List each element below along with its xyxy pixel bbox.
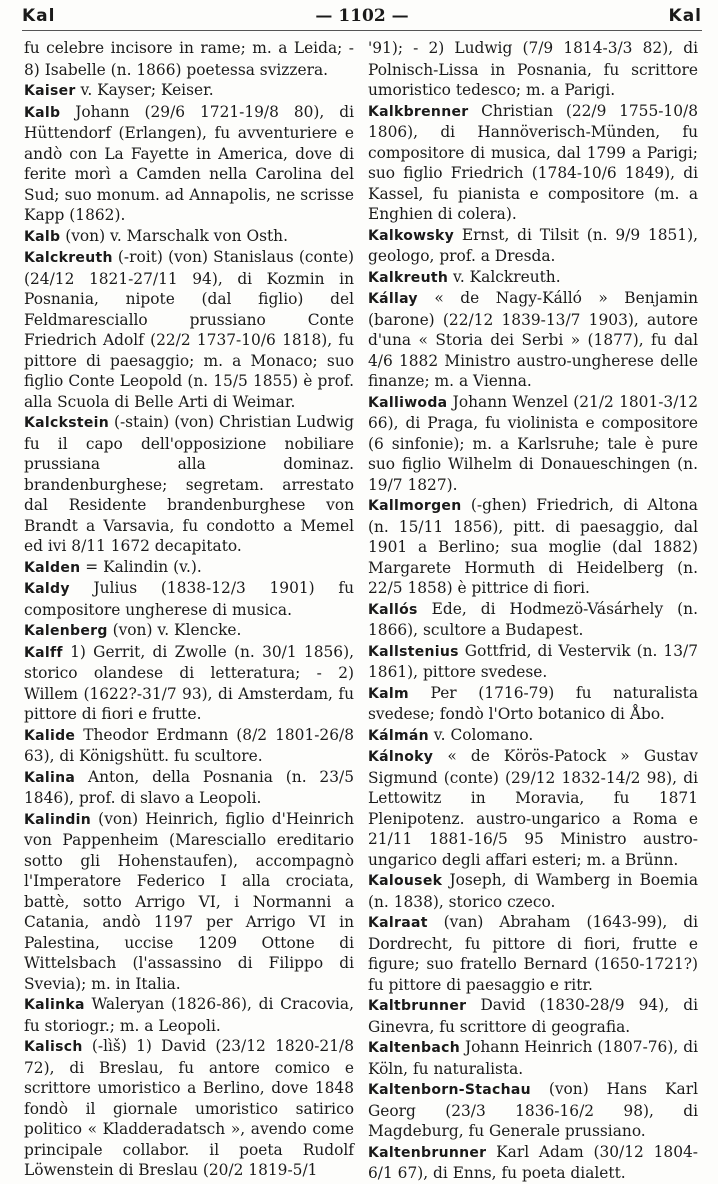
entry-text: v. Kayser; Keiser. bbox=[75, 81, 214, 99]
entry bbox=[24, 620, 354, 642]
entry-headword: Kalckstein bbox=[24, 415, 109, 431]
entry-headword: Kalckreuth bbox=[24, 250, 113, 266]
entry-text: (-lìš) 1) David (23/12 1820-21/8 72), di Breslau, fu antore comico e scrittore umoristico a Berlino, dove 1848 fondò il giornale umoristico satirico politico « Kladderadatsch », avendo come principale collabor. il poeta Rudolf Löwenstein di Breslau (20/2 1819-5/1 bbox=[24, 1037, 354, 1179]
entry-headword: Kalenberg bbox=[24, 623, 108, 639]
entry-headword: Kalm bbox=[368, 685, 409, 702]
entry bbox=[24, 102, 354, 226]
entry-text: « de Nagy-Kálló » Benjamin (barone) (22/12 1839-13/7 1903), autore d'una « Storia dei Serbi » (1877), fu dal 4/6 1882 Ministro austro-ungherese delle finanze; m. a Vienna. bbox=[368, 289, 698, 390]
entry bbox=[368, 1037, 698, 1079]
entry bbox=[24, 247, 354, 412]
entry bbox=[24, 725, 354, 767]
entry-headword: Kálnoky bbox=[368, 749, 434, 765]
entry-headword: Kalisch bbox=[24, 1039, 83, 1055]
entry-headword: Kallós bbox=[368, 601, 418, 618]
entry bbox=[368, 995, 698, 1037]
entry bbox=[368, 495, 698, 599]
entry bbox=[368, 288, 698, 392]
entry-headword: Kállay bbox=[368, 291, 418, 307]
running-head-right: Kal bbox=[668, 6, 702, 26]
entry bbox=[368, 38, 698, 101]
entry-text: (-stain) (von) Christian Ludwig fu il capo dell'opposizione nobiliare prussiana alla dominaz. brandenburghese; segretam. arrestato dal Residente brandenburghese von Brandt a Varsavia, fu condotto a Memel ed ivi 8/11 1672 decapitato. bbox=[24, 413, 354, 555]
entry bbox=[24, 1036, 354, 1181]
entry-text: Christian (22/9 1755-10/8 1806), di Hannöverisch-Münden, fu compositore di musica, dal 1799 a Parigi; suo figlio Friedrich (1784-10/6 1849), di Kassel, fu pianista e compositore (m. a Enghien di colera). bbox=[368, 101, 698, 223]
entry bbox=[368, 870, 698, 912]
entry-text: Waleryan (1826-86), di Cracovia, fu storiogr.; m. a Leopoli. bbox=[24, 995, 354, 1035]
entry bbox=[368, 746, 698, 870]
entry-headword: Kaltbrunner bbox=[368, 998, 467, 1014]
entry bbox=[368, 725, 698, 747]
entry-text: (van) Abraham (1643-99), di Dordrecht, fu pittore di fiori, frutte e figure; suo fratello Bernard (1650-1721?) fu pittore di paesaggio e ritr. bbox=[368, 913, 698, 994]
entry bbox=[368, 599, 698, 641]
entry-text: Per (1716-79) fu naturalista svedese; fondò l'Orto botanico di Åbo. bbox=[368, 683, 698, 723]
entry-headword: Kaldy bbox=[24, 581, 70, 597]
entry-text: v. Colomano. bbox=[428, 725, 534, 744]
entry bbox=[24, 809, 354, 995]
entry bbox=[24, 557, 354, 579]
entry-headword: Kalide bbox=[24, 727, 76, 744]
entry-text: Anton, della Posnania (n. 23/5 1846), prof. di slavo a Leopoli. bbox=[24, 767, 354, 807]
entry-headword: Kalinka bbox=[24, 997, 85, 1013]
entry-headword: Kalden bbox=[24, 559, 81, 576]
entry-headword: Kaltenbach bbox=[368, 1040, 460, 1056]
running-head-left: Kal bbox=[22, 6, 56, 26]
page-number: — 1102 — bbox=[315, 6, 409, 26]
entry-headword: Kaltenbrunner bbox=[368, 1144, 487, 1161]
entry bbox=[368, 683, 698, 725]
entry bbox=[24, 578, 354, 620]
entry bbox=[24, 767, 354, 809]
entry-text: (von) Hans Karl Georg (23/3 1836-16/2 98), di Magdeburg, fu Generale prussiano. bbox=[368, 1080, 698, 1140]
entry-text: fu celebre incisore in rame; m. a Leida; - 8) Isabelle (n. 1866) poetessa svizzera. bbox=[24, 39, 354, 79]
entry bbox=[24, 642, 354, 725]
entry-text: Johann Wenzel (21/2 1801-3/12 66), di Praga, fu violinista e compositore (6 sinfonie); m. a Karlsruhe; tale è pure suo figlio Wilhelm di Donaueschingen (n. 19/7 1827). bbox=[368, 392, 698, 494]
entry-text: Johann (29/6 1721-19/8 80), di Hüttendorf (Erlangen), fu avventuriere e andò con La Fayette in America, dove di ferite morì a Camden nella Carolina del Sud; suo monum. ad Annapolis, ne scrisse Kapp (1862). bbox=[24, 102, 354, 224]
entry-headword: Kalindin bbox=[24, 811, 92, 828]
entry-text: « de Körös-Patock » Gustav Sigmund (conte) (29/12 1832-14/2 98), di Lettowitz in Moravia, fu 1871 Plenipotenz. austro-ungarico a Roma e 21/11 1881-16/5 95 Ministro austro-ungarico degli affari esteri; m. a Brünn. bbox=[368, 747, 698, 869]
entry-text: Gottfrid, di Vestervik (n. 13/7 1861), pittore svedese. bbox=[368, 641, 698, 681]
entry-text: Karl Adam (30/12 1804-6/1 67), di Enns, fu poeta dialett. bbox=[368, 1142, 698, 1182]
entry-text: Julius (1838-12/3 1901) fu compositore ungherese di musica. bbox=[24, 579, 354, 619]
entry-headword: Kaiser bbox=[24, 83, 76, 99]
entry-headword: Kalkowsky bbox=[368, 227, 455, 244]
entry-headword: Kalkbrenner bbox=[368, 103, 469, 120]
entry-headword: Kalliwoda bbox=[368, 394, 448, 411]
entry-text: (von) v. Marschalk von Osth. bbox=[60, 226, 288, 245]
entry-headword: Kalousek bbox=[368, 873, 443, 889]
entry-text: Ede, di Hodmezö-Vásárhely (n. 1866), scultore a Budapest. bbox=[368, 599, 698, 639]
left-column bbox=[24, 38, 354, 1181]
entry-headword: Kaltenborn-Stachau bbox=[368, 1082, 531, 1098]
entry bbox=[24, 994, 354, 1036]
entry-headword: Kálmán bbox=[368, 727, 429, 744]
entry-text: (-ghen) Friedrich, di Altona (n. 15/11 1856), pitt. di paesaggio, dal 1901 a Berlino; sua moglie (dal 1882) Margarete Hormuth di Heidelberg (n. 22/5 1858) è pittrice di fiori. bbox=[368, 496, 698, 597]
entry-text: 1) Gerrit, di Zwolle (n. 30/1 1856), storico olandese di letteratura; - 2) Willem (1622?-31/7 93), di Amsterdam, fu pittore di fiori e frutte. bbox=[24, 642, 354, 723]
entry-headword: Kalkreuth bbox=[368, 269, 449, 286]
entry bbox=[368, 392, 698, 496]
page-header bbox=[22, 4, 702, 28]
entry-headword: Kalb bbox=[24, 104, 61, 121]
entry-headword: Kalb bbox=[24, 228, 61, 245]
entry-text: Theodor Erdmann (8/2 1801-26/8 63), di Königshütt. fu scultore. bbox=[24, 725, 354, 765]
entry-text: = Kalindin (v.). bbox=[80, 557, 202, 576]
entry bbox=[368, 1079, 698, 1142]
entry-text: (von) v. Klencke. bbox=[107, 621, 242, 639]
entry-text: Joseph, di Wamberg in Boemia (n. 1838), storico czeco. bbox=[368, 871, 698, 911]
entry-text: (von) Heinrich, figlio d'Heinrich von Pappenheim (Maresciallo ereditario sotto gli Hohenstaufen), accompagnò l'Imperatore Federico I alla crociata, battè, sotto Arrigo VI, i Normanni a Catania, andò 1197 per Arrigo VI in Palestina, uccise 1209 Ottone di Wittelsbach (l'assassino di Filippo di Svevia); m. in Italia. bbox=[24, 809, 354, 993]
entry bbox=[368, 225, 698, 267]
entry-headword: Kalraat bbox=[368, 915, 428, 931]
right-column bbox=[368, 38, 698, 1184]
entry bbox=[24, 38, 354, 80]
entry bbox=[368, 1142, 698, 1184]
entry-headword: Kallmorgen bbox=[368, 498, 462, 514]
entry-text: Johann Heinrich (1807-76), di Köln, fu naturalista. bbox=[368, 1038, 698, 1078]
entry bbox=[368, 641, 698, 683]
entry-headword: Kallstenius bbox=[368, 643, 459, 660]
entry-text: '91); - 2) Ludwig (7/9 1814-3/3 82), di Polnisch-Lissa in Posnania, fu scrittore umoristico tedesco; m. a Parigi. bbox=[368, 39, 698, 99]
entry-text: v. Kalckreuth. bbox=[448, 267, 561, 286]
entry bbox=[24, 412, 354, 557]
entry-text: David (1830-28/9 94), di Ginevra, fu scrittore di geografia. bbox=[368, 996, 698, 1036]
entry-headword: Kalff bbox=[24, 644, 63, 661]
entry-headword: Kalina bbox=[24, 769, 76, 786]
entry bbox=[368, 101, 698, 225]
entry-text: (-roit) (von) Stanislaus (conte) (24/12 1821-27/11 94), di Kozmin in Posnania, nipote (dal figlio) del Feldmaresciallo prussiano Conte Friedrich Adolf (22/2 1737-10/6 1818), fu pittore di paesaggio; m. a Monaco; suo figlio Conte Leopold (n. 15/5 1855) è prof. alla Scuola di Belle Arti di Weimar. bbox=[24, 248, 354, 411]
header-rule bbox=[22, 30, 702, 31]
entry-text: Ernst, di Tilsit (n. 9/9 1851), geologo, prof. a Dresda. bbox=[368, 225, 698, 265]
entry bbox=[24, 80, 354, 102]
entry bbox=[24, 226, 354, 248]
entry bbox=[368, 267, 698, 289]
entry bbox=[368, 912, 698, 995]
